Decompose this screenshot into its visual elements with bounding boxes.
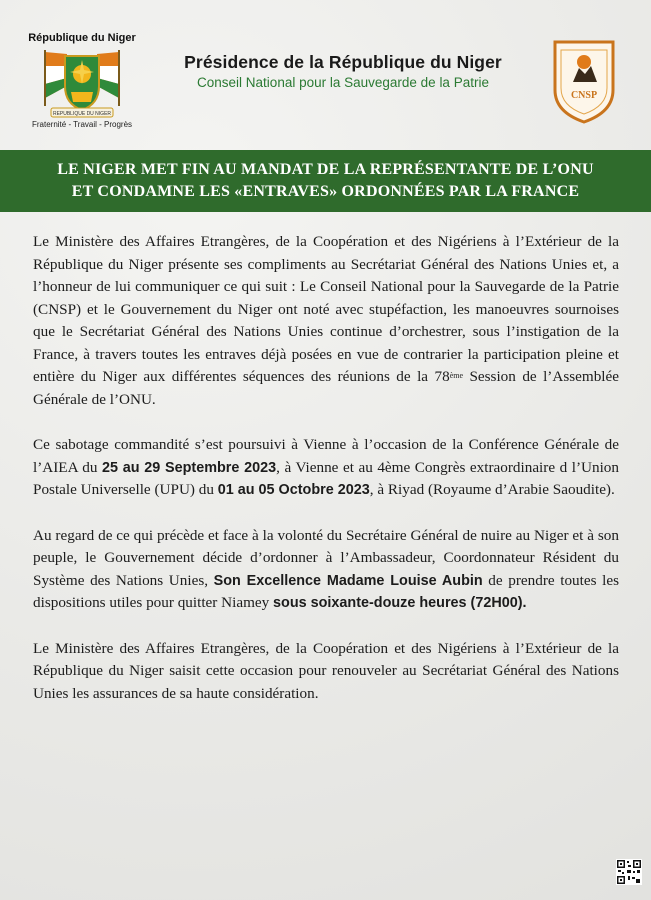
headline-line-2: ET CONDAMNE LES «ENTRAVES» ORDONNÉES PAR LA FRANCE — [71, 183, 580, 200]
paragraph-1: Le Ministère des Affaires Etrangères, de la Coopération et des Nigériens à l’Extérieur de la République du Niger présente ses compliments au Secrétariat Général des Nations Unies et, a l’honneur de lui communiquer ce qui suit : Le Conseil National pour la Sauvegarde de la Patrie (CNSP) et le Gouvernement du Niger ont noté avec stupéfaction, les manoeuvres sournoises que le Secrétariat Général des Nations Unies continue d’orchestrer, sous l’instigation de la France, à travers toutes les entraves déjà posées en vue de contrarier la participation pleine et entière du Niger aux différentes séquences des réunions de la 78ème Session de l’Assemblée Générale de l’ONU. — [33, 233, 620, 408]
niger-emblem — [22, 28, 142, 143]
header-titles — [158, 52, 528, 90]
paragraph-3: Au regard de ce qui précède et face à la volonté du Secrétaire Général de nuire au Niger et à son peuple, le Gouvernement décide d’ordonner à l’Ambassadeur, Coordonnateur Résident du Système des Nations Unies, Son Excellence Madame Louise Aubin de prendre toutes les dispositions utiles pour quitter Niamey sous soixante-douze heures (72H00). — [33, 526, 619, 611]
cnsp-logo-icon — [551, 38, 617, 124]
page-subtitle: Conseil National pour la Sauvegarde de la Patrie — [197, 75, 489, 90]
header — [0, 0, 651, 150]
motto: Fraternité - Travail - Progrès — [31, 120, 133, 129]
qr-code-icon[interactable] — [616, 859, 642, 885]
paragraph-2: Ce sabotage commandité s’est poursuivi à Vienne à l’occasion de la Conférence Générale de l’AIEA du 25 au 29 Septembre 2023, à Vienne et au 4ème Congrès extraordinaire d l’Union Postale Universelle (UPU) du 01 au 05 Octobre 2023, à Riyad (Royaume d’Arabie Saoudite). — [33, 436, 619, 498]
coat-banner-text: REPUBLIQUE DU NIGER — [52, 111, 112, 117]
letter-body — [33, 231, 619, 728]
page-title: Présidence de la République du Niger — [184, 52, 502, 72]
headline-line-1: LE NIGER MET FIN AU MANDAT DE LA REPRÉSENTANTE DE L’ONU — [57, 161, 594, 178]
country-label: République du Niger — [28, 32, 136, 44]
headline-banner — [0, 150, 651, 212]
coat-of-arms-icon — [37, 46, 127, 120]
paragraph-4: Le Ministère des Affaires Etrangères, de la Coopération et des Nigériens à l’Extérieur de la République du Niger saisit cette occasion pour renouveler au Secrétariat Général des Nations Unies les assurances de sa haute considération. — [33, 639, 619, 702]
cnsp-logo-text: CNSP — [570, 90, 598, 101]
